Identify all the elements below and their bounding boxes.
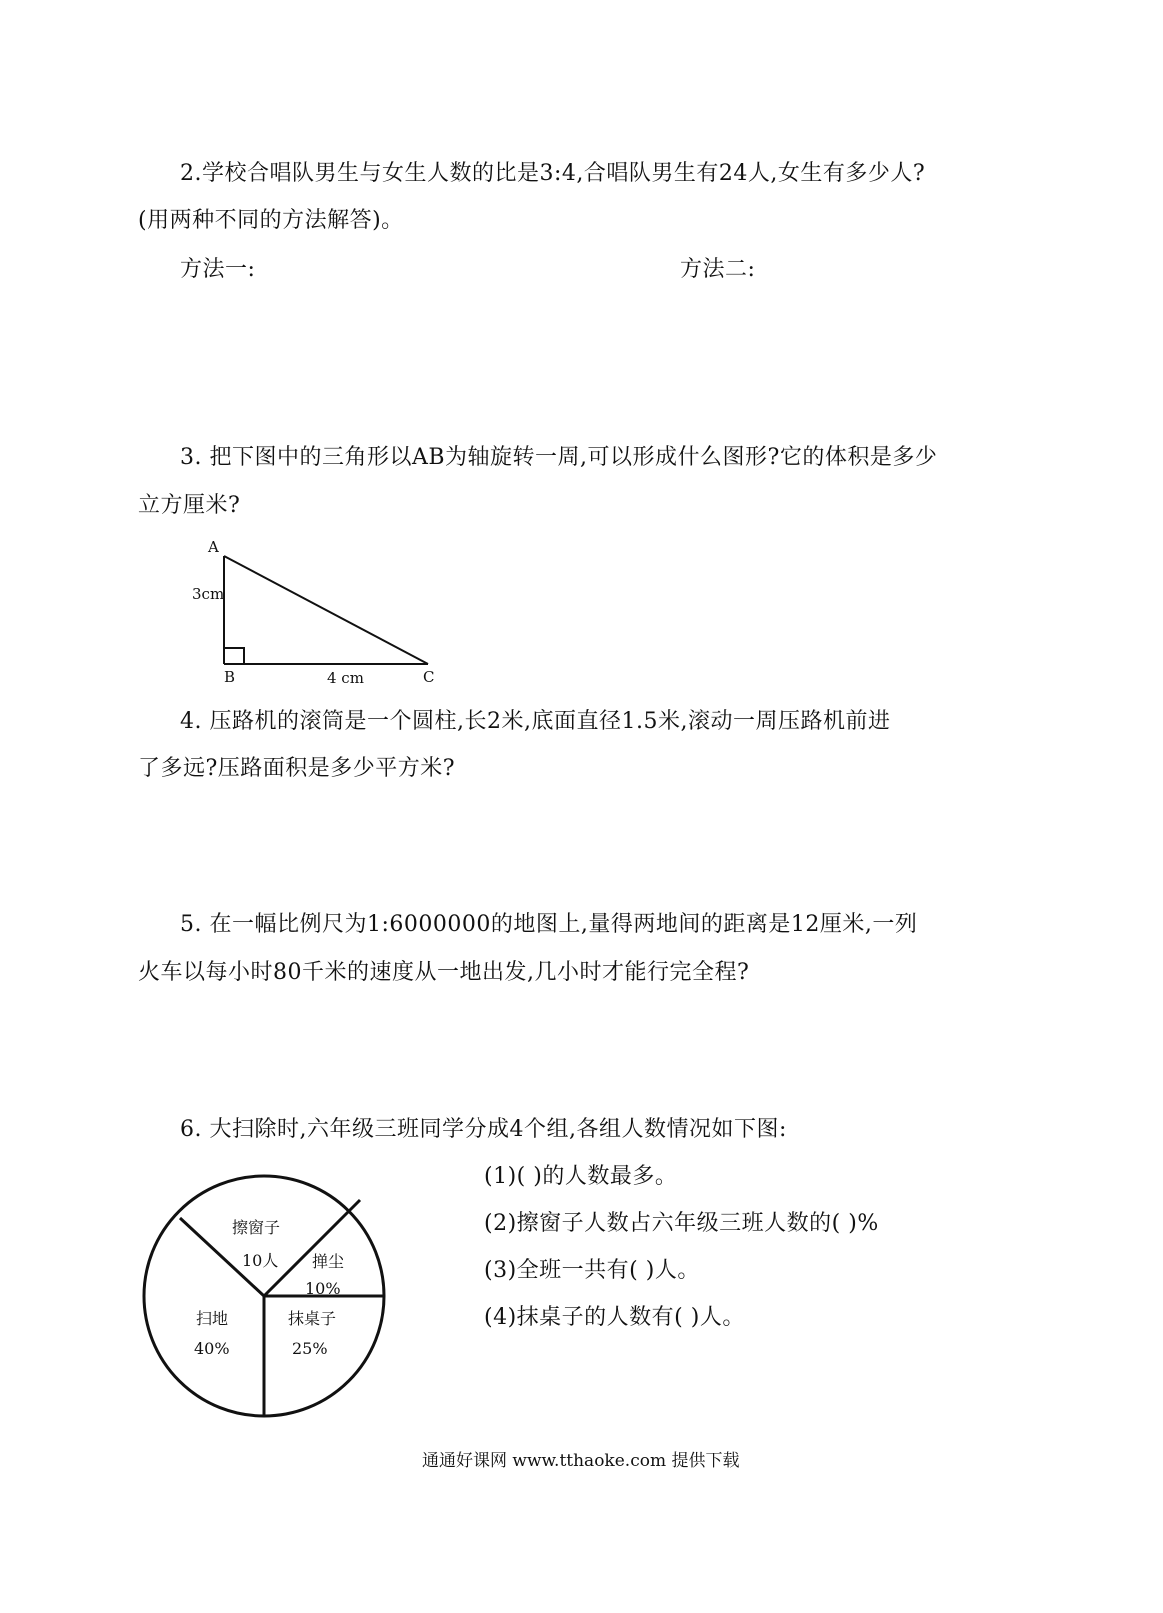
pie-slice-dust-value: 10% (305, 1279, 341, 1298)
q4-line2: 了多远?压路面积是多少平方米? (138, 756, 456, 781)
q2-line2: (用两种不同的方法解答)。 (138, 208, 404, 233)
pie-slice-window-name: 擦窗子 (232, 1218, 281, 1237)
q6-sub3: (3)全班一共有( )人。 (484, 1258, 700, 1283)
pie-slice-dust-name: 掸尘 (312, 1252, 345, 1271)
q2-line1: 2.学校合唱队男生与女生人数的比是3:4,合唱队男生有24人,女生有多少人? (180, 161, 926, 186)
q4-line1: 4. 压路机的滚筒是一个圆柱,长2米,底面直径1.5米,滚动一周压路机前进 (180, 709, 891, 734)
q6-line1: 6. 大扫除时,六年级三班同学分成4个组,各组人数情况如下图: (180, 1117, 787, 1142)
q2-method1-label: 方法一: (180, 257, 256, 282)
q6-sub2: (2)擦窗子人数占六年级三班人数的( )% (484, 1211, 879, 1236)
pie-chart (140, 1166, 400, 1426)
triangle-figure (200, 540, 460, 680)
q3-line1: 3. 把下图中的三角形以AB为轴旋转一周,可以形成什么图形?它的体积是多少 (180, 445, 938, 470)
q5-line1: 5. 在一幅比例尺为1:6000000的地图上,量得两地间的距离是12厘米,一列 (180, 912, 918, 937)
triangle-side-ac (224, 556, 428, 664)
vertex-label-c: C (423, 668, 435, 686)
pie-slice-sweep-name: 扫地 (196, 1309, 229, 1328)
q6-sub4: (4)抹桌子的人数有( )人。 (484, 1305, 745, 1330)
q2-method2-label: 方法二: (680, 257, 756, 282)
q6-sub1: (1)( )的人数最多。 (484, 1164, 678, 1189)
vertex-label-a: A (208, 538, 219, 556)
right-angle-marker (224, 648, 244, 664)
pie-slice-table-name: 抹桌子 (288, 1309, 337, 1328)
q5-line2: 火车以每小时80千米的速度从一地出发,几小时才能行完全程? (138, 960, 750, 985)
pie-slice-table-value: 25% (292, 1339, 328, 1358)
pie-slice-window-value: 10人 (242, 1251, 279, 1270)
q3-line2: 立方厘米? (138, 493, 241, 518)
side-label-bc: 4 cm (327, 669, 364, 687)
pie-slice-sweep-value: 40% (194, 1339, 230, 1358)
side-label-ab: 3cm (192, 585, 225, 603)
page-footer: 通通好课网 www.tthaoke.com 提供下载 (422, 1451, 740, 1471)
vertex-label-b: B (224, 668, 236, 686)
